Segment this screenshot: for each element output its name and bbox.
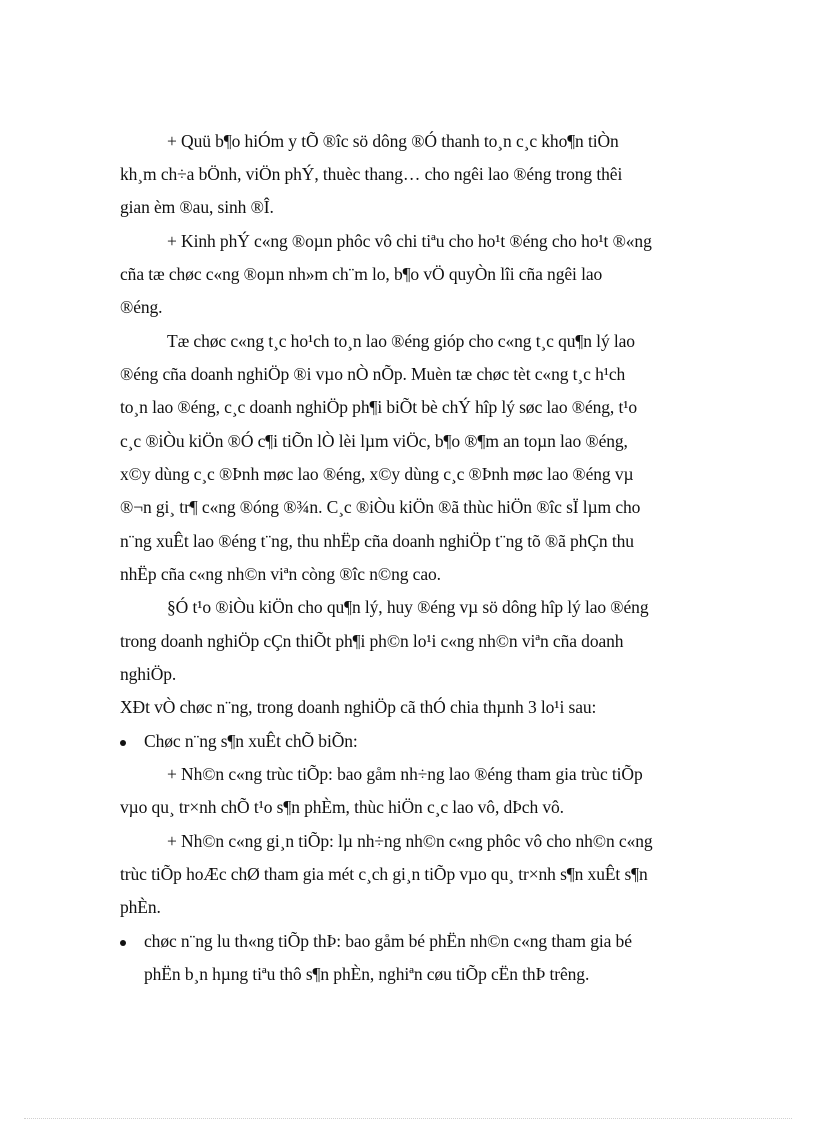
page-bottom-rule xyxy=(24,1118,792,1119)
text-line: trùc tiÕp hoÆc chØ tham gia mét c¸ch gi¸n tiÕp vµo qu¸ tr×nh s¶n xuÊt s¶n xyxy=(120,864,648,884)
text-line: + Nh©n c«ng gi¸n tiÕp: lµ nh÷ng nh©n c«ng phôc vô cho nh©n c«ng xyxy=(167,831,653,851)
text-line: Tæ chøc c«ng t¸c ho¹ch to¸n lao ®éng gióp cho c«ng t¸c qu¶n lý lao xyxy=(167,331,635,351)
text-line: + Kinh phÝ c«ng ®oµn phôc vô chi tiªu cho ho¹t ®éng cho ho¹t ®«ng xyxy=(167,231,652,251)
text-line: kh¸m ch÷a bÖnh, viÖn phÝ, thuèc thang… cho ngêi lao ®éng trong thêi xyxy=(120,164,623,184)
bullet-text: phËn b¸n hµng tiªu thô s¶n phÈn, nghiªn cøu tiÕp cËn thÞ trêng. xyxy=(144,964,590,984)
text-line: ®éng cña doanh nghiÖp ®i vµo nÒ nÕp. Muèn tæ chøc tèt c«ng t¸c h¹ch xyxy=(120,364,626,384)
text-line: trong doanh nghiÖp cÇn thiÕt ph¶i ph©n lo¹i c«ng nh©n viªn cña doanh xyxy=(120,631,624,651)
text-line: c¸c ®iÒu kiÖn ®Ó c¶i tiÕn lÒ lèi lµm viÖc, b¶o ®¶m an toµn lao ®éng, xyxy=(120,431,628,451)
bullet-icon xyxy=(120,740,126,746)
text-line: nghiÖp. xyxy=(120,664,177,684)
bullet-text: Chøc n¨ng s¶n xuÊt chÕ biÕn: xyxy=(144,731,358,751)
text-line: gian èm ®au, sinh ®Î. xyxy=(120,197,274,217)
text-line: nhËp cña c«ng nh©n viªn còng ®îc n©ng cao. xyxy=(120,564,441,584)
bullet-text: chøc n¨ng lu th«ng tiÕp thÞ: bao gåm bé phËn nh©n c«ng tham gia bé xyxy=(144,931,632,951)
text-line: x©y dùng c¸c ®Þnh møc lao ®éng, x©y dùng c¸c ®Þnh møc lao ®éng vµ xyxy=(120,464,634,484)
text-line: n¨ng xuÊt lao ®éng t¨ng, thu nhËp cña doanh nghiÖp t¨ng tõ ®ã phÇn thu xyxy=(120,531,634,551)
bullet-icon xyxy=(120,940,126,946)
text-line: vµo qu¸ tr×nh chÕ t¹o s¶n phÈm, thùc hiÖn c¸c lao vô, dÞch vô. xyxy=(120,797,564,817)
text-line: + Nh©n c«ng trùc tiÕp: bao gåm nh÷ng lao ®éng tham gia trùc tiÕp xyxy=(167,764,643,784)
text-line: to¸n lao ®éng, c¸c doanh nghiÖp ph¶i biÕt bè chÝ hîp lý søc lao ®éng, t¹o xyxy=(120,397,638,417)
text-line: §Ó t¹o ®iÒu kiÖn cho qu¶n lý, huy ®éng vµ sö dông hîp lý lao ®éng xyxy=(167,597,649,617)
text-line: cña tæ chøc c«ng ®oµn nh»m ch¨m lo, b¶o vÖ quyÒn lîi cña ngêi lao xyxy=(120,264,603,284)
text-line: phÈn. xyxy=(120,897,161,917)
text-line: XÐt vÒ chøc n¨ng, trong doanh nghiÖp cã thÓ chia thµnh 3 lo¹i sau: xyxy=(120,697,597,717)
text-line: ®¬n gi¸ tr¶ c«ng ®óng ®¾n. C¸c ®iÒu kiÖn ®ã thùc hiÖn ®îc sÏ lµm cho xyxy=(120,497,641,517)
text-line: + Quü b¶o hiÓm y tÕ ®îc sö dông ®Ó thanh to¸n c¸c kho¶n tiÒn xyxy=(167,131,619,151)
text-line: ®éng. xyxy=(120,297,163,317)
